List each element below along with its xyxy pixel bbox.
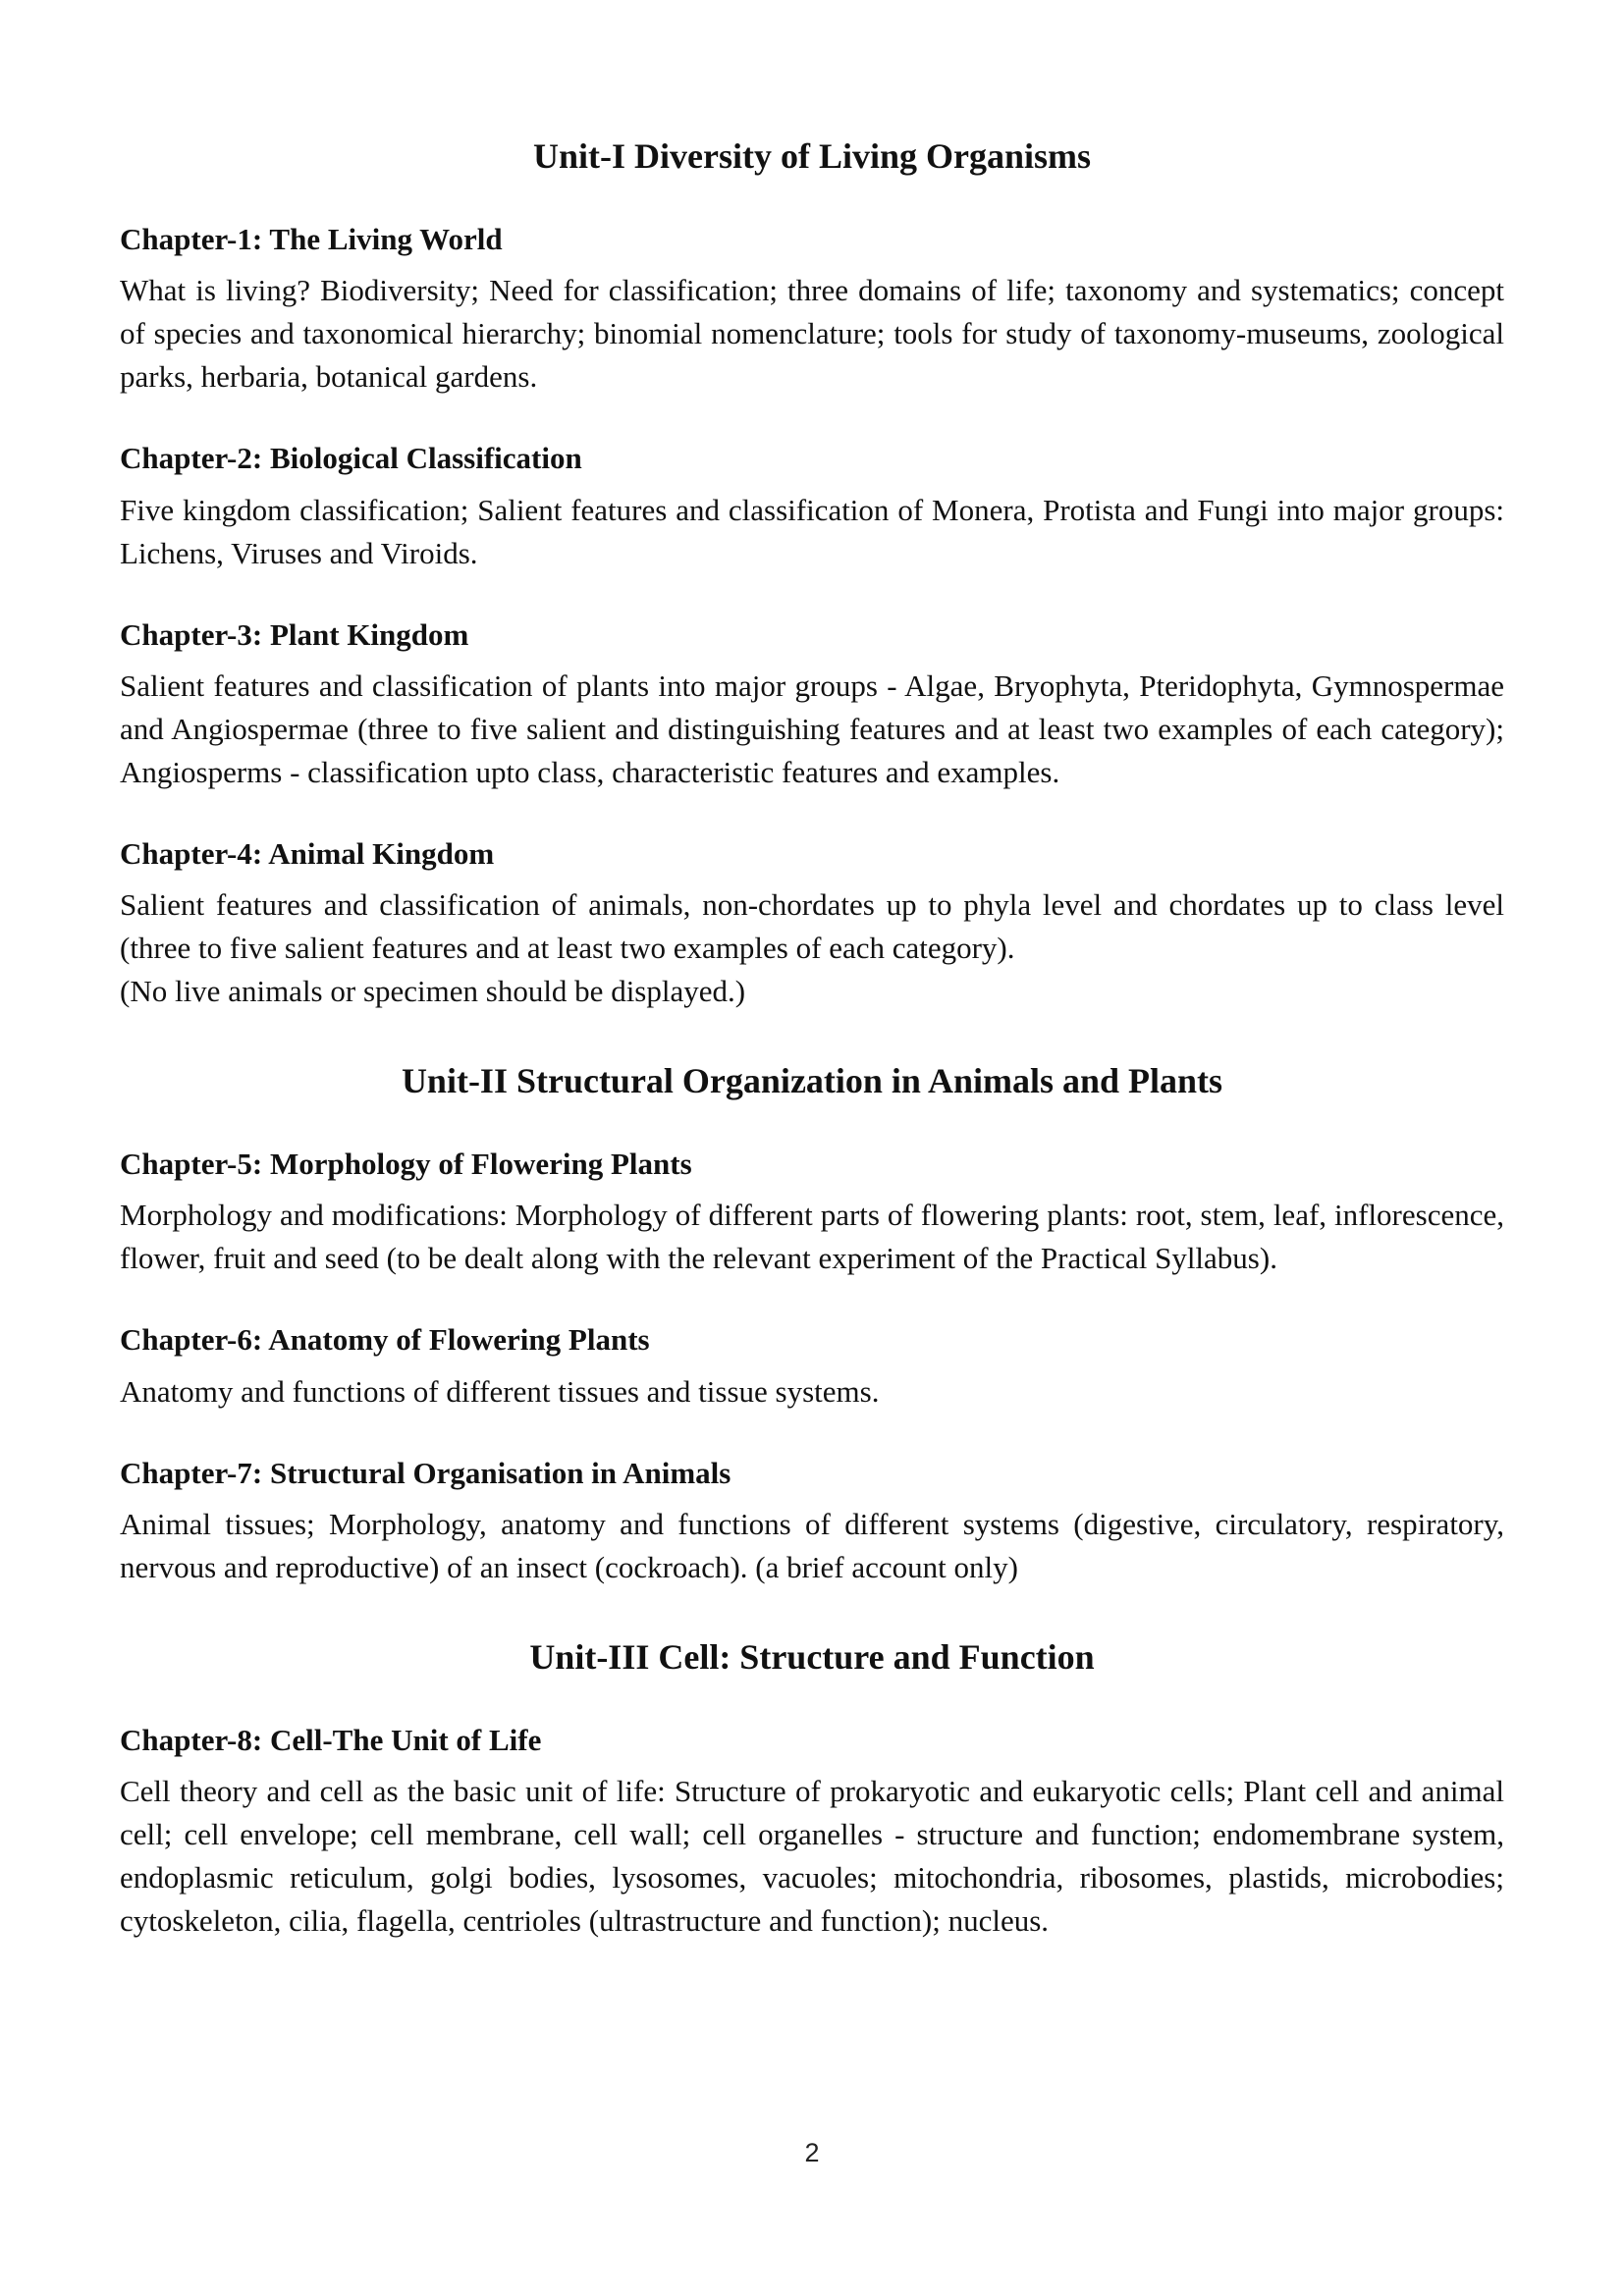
unit-title: Unit-II Structural Organization in Animals and Plants: [401, 1060, 1223, 1100]
unit-title: Unit-I Diversity of Living Organisms: [532, 136, 1091, 176]
chapter-description: Animal tissues; Morphology, anatomy and functions of different systems (digestive, circulatory, respiratory, nervous and reproductive) of an insect (cockroach). (a brief account only): [120, 1506, 1504, 1584]
chapter-title: Chapter-2: Biological Classification: [120, 441, 582, 476]
chapter-section: [120, 616, 1504, 794]
chapter-title: Chapter-6: Anatomy of Flowering Plants: [120, 1322, 650, 1358]
unit-title: Unit-III Cell: Structure and Function: [529, 1636, 1095, 1677]
chapter-title: Chapter-3: Plant Kingdom: [120, 616, 469, 652]
chapter-section: [120, 221, 1504, 399]
chapter-description-block: [120, 883, 1504, 1013]
chapter-description: Morphology and modifications: Morphology of different parts of flowering plants: root, stem, leaf, inflorescence, flower, fruit and seed (to be dealt along with the relevant experiment of the Practical Syllabus).: [120, 1198, 1504, 1276]
chapter-description: Five kingdom classification; Salient features and classification of Monera, Protista and Fungi into major groups: Lichens, Viruses and Viroids.: [120, 492, 1504, 570]
chapter-description: Anatomy and functions of different tissues and tissue systems.: [120, 1373, 880, 1409]
chapter-section: [120, 1321, 1504, 1413]
chapter-title: Chapter-7: Structural Organisation in Animals: [120, 1455, 731, 1490]
chapter-section: [120, 1455, 1504, 1589]
chapter-description: Salient features and classification of animals, non-chordates up to phyla level and chordates up to class level (three to five salient features and at least two examples of each category).: [120, 886, 1504, 965]
page-number: 2: [804, 2138, 820, 2167]
chapter-description: Cell theory and cell as the basic unit of life: Structure of prokaryotic and eukaryotic cells; Plant cell and animal cell; cell envelope; cell membrane, cell wall; cell organelles - structure and function; endomembrane system, endoplasmic reticulum, golgi bodies, lysosomes, vacuoles; mitochondria, ribosomes, plastids, microbodies; cytoskeleton, cilia, flagella, centrioles (ultrastructure and function); nucleus.: [120, 1774, 1504, 1939]
chapter-title: Chapter-1: The Living World: [120, 222, 503, 257]
chapter-section: [120, 1146, 1504, 1280]
chapter-note: (No live animals or specimen should be displayed.): [120, 973, 746, 1008]
chapter-title: Chapter-4: Animal Kingdom: [120, 835, 495, 871]
chapter-title: Chapter-8: Cell-The Unit of Life: [120, 1722, 542, 1757]
chapter-title: Chapter-5: Morphology of Flowering Plants: [120, 1147, 692, 1182]
chapter-description: Salient features and classification of plants into major groups - Algae, Bryophyta, Pteridophyta, Gymnospermae and Angiospermae (three to five salient and distinguishing features and at least two examples of each category); Angiosperms - classification upto class, characteristic features and examples.: [120, 667, 1504, 789]
chapter-section: [120, 835, 1504, 1013]
chapter-section: [120, 440, 1504, 574]
chapter-section: [120, 1722, 1504, 1943]
chapter-description: What is living? Biodiversity; Need for classification; three domains of life; taxonomy and systematics; concept of species and taxonomical hierarchy; binomial nomenclature; tools for study of taxonomy-museums, zoological parks, herbaria, botanical gardens.: [120, 273, 1504, 395]
